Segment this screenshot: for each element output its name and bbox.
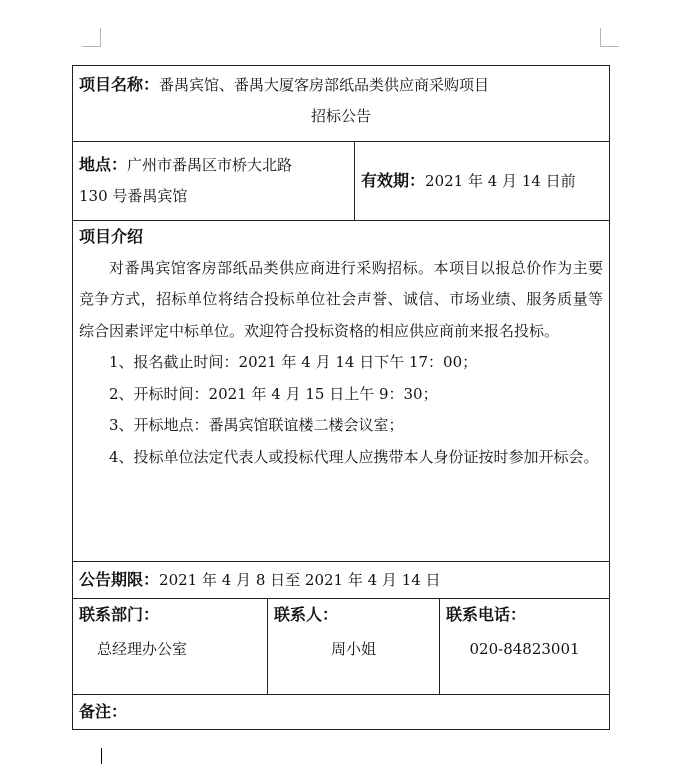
project-name-value: 番禺宾馆、番禺大厦客房部纸品类供应商采购项目 (159, 76, 490, 94)
project-name-colon: ： (143, 75, 160, 94)
location-cell (73, 142, 355, 221)
contact-person-cell (268, 599, 440, 695)
project-name-label: 项目名称 (79, 75, 144, 94)
location-value: 广州市番禺区市桥大北路 (127, 156, 293, 174)
project-name-value-line2: 招标公告 (311, 107, 372, 125)
location-value-line2: 130 号番禺宾馆 (79, 187, 188, 205)
validity-value: 2021 年 4 月 14 日前 (425, 172, 576, 190)
intro-paragraph: 对番禺宾馆客房部纸品类供应商进行采购招标。本项目以报总价作为主要竞争方式，招标单位将结合投标单位社会声誉、诚信、市场业绩、服务质量等综合因素评定中标单位。欢迎符合投标资格的相应供应商前来报名投标。 (79, 258, 604, 340)
crop-mark-top-left (82, 28, 101, 47)
intro-item-opening-location: 3、开标地点：番禺宾馆联谊楼二楼会议室； (109, 416, 404, 434)
intro-item-registration-deadline: 1、报名截止时间：2021 年 4 月 14 日下午 17：00； (109, 353, 478, 371)
validity-cell (355, 142, 610, 221)
location-colon: ： (111, 155, 128, 174)
contact-person-label: 联系人： (274, 605, 339, 624)
contact-phone-cell (440, 599, 610, 695)
crop-mark-top-right (600, 28, 619, 47)
contact-dept-label: 联系部门： (79, 605, 160, 624)
validity-colon: ： (409, 171, 426, 190)
intro-item-attendance: 4、投标单位法定代表人或投标代理人应携带本人身份证按时参加开标会。 (109, 447, 599, 466)
intro-cell (73, 221, 610, 562)
location-label: 地点 (79, 155, 112, 174)
period-cell (73, 562, 610, 599)
text-cursor (101, 748, 102, 764)
contact-phone-label: 联系电话： (446, 605, 527, 624)
contact-person-value: 周小姐 (330, 640, 376, 658)
period-label: 公告期限 (79, 570, 144, 589)
contact-dept-value: 总经理办公室 (97, 640, 188, 658)
period-value: 2021 年 4 月 8 日至 2021 年 4 月 14 日 (159, 571, 441, 589)
tender-notice-table (72, 65, 610, 730)
period-colon: ： (143, 570, 160, 589)
project-name-cell (73, 66, 610, 142)
contact-dept-cell (73, 599, 268, 695)
contact-phone-value: 020-84823001 (469, 640, 580, 658)
intro-item-opening-time: 2、开标时间：2021 年 4 月 15 日上午 9：30； (109, 384, 438, 403)
remark-cell[interactable] (73, 695, 610, 730)
remark-label: 备注： (79, 702, 128, 721)
intro-label: 项目介绍 (79, 227, 144, 246)
validity-label: 有效期 (361, 171, 410, 190)
